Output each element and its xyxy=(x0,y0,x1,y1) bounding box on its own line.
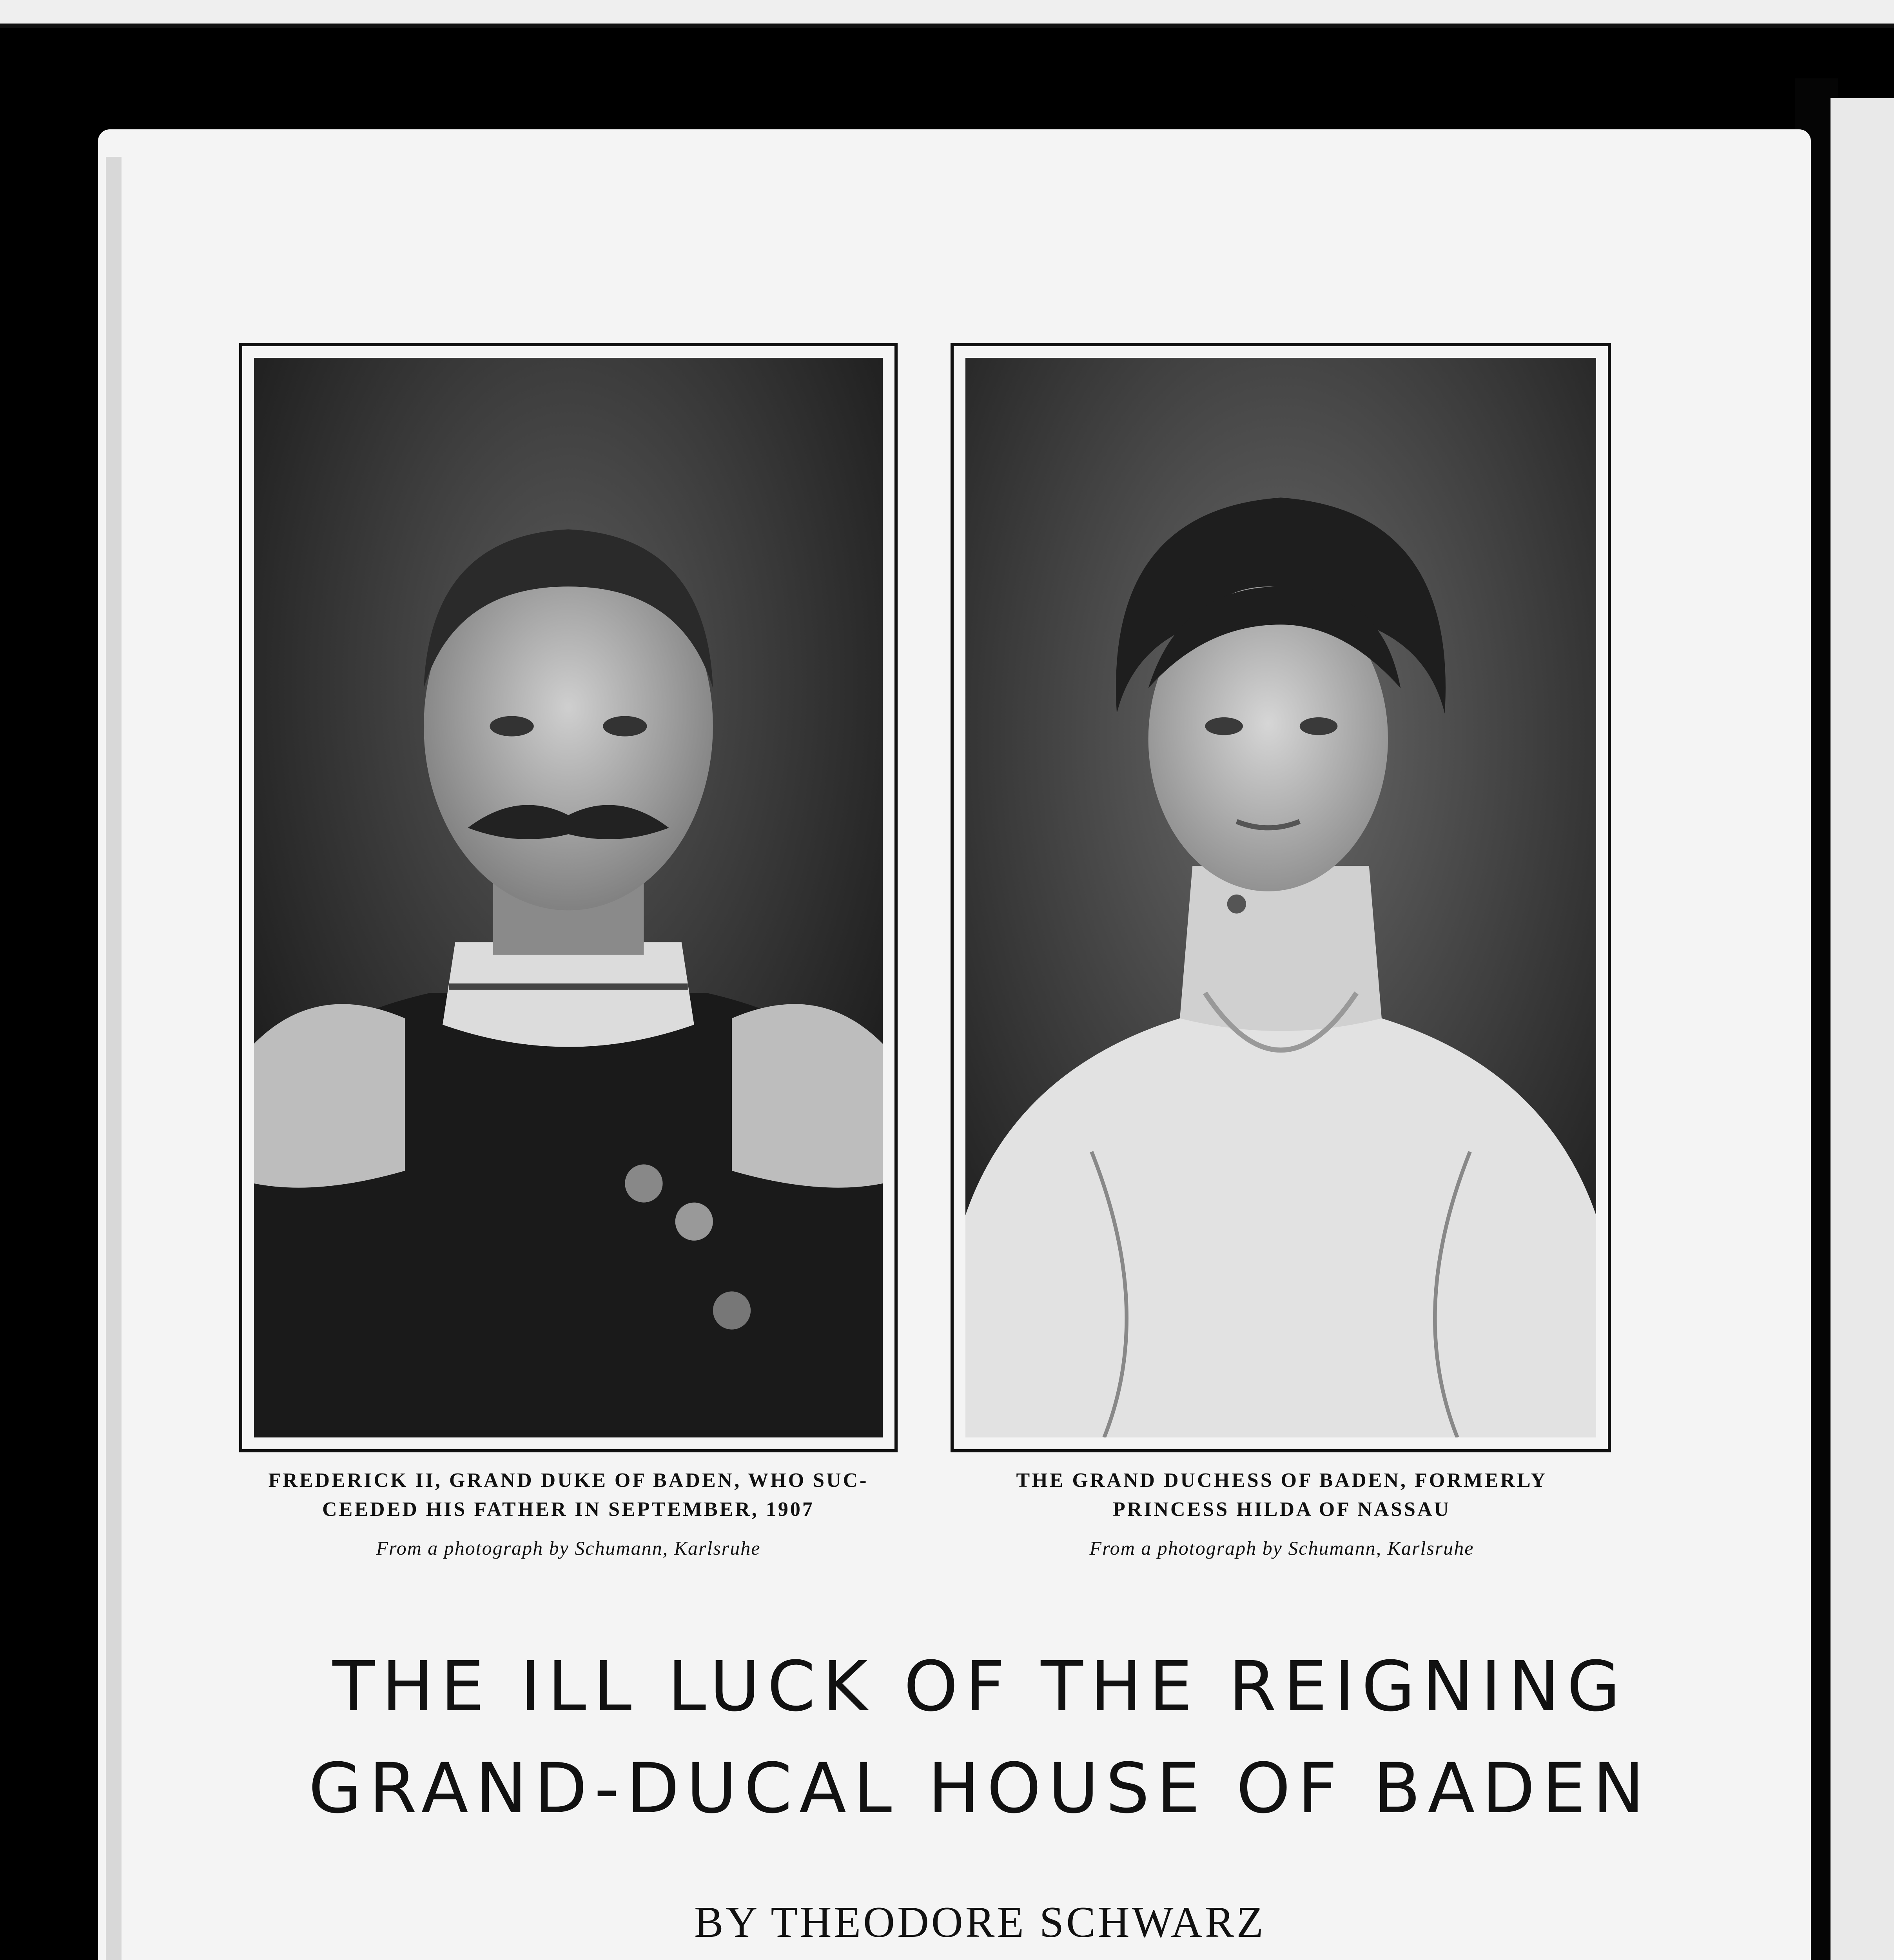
article-title-line2: GRAND-DUCAL HOUSE OF BADEN xyxy=(308,1748,1652,1829)
scan-top-line xyxy=(0,24,1894,28)
portrait-grand-duchess xyxy=(965,358,1596,1437)
caption-grand-duke-line2: CEEDED HIS FATHER IN SEPTEMBER, 1907 xyxy=(322,1498,815,1521)
article-title-line1: THE ILL LUCK OF THE REIGNING xyxy=(332,1646,1627,1727)
caption-grand-duchess-line1: THE GRAND DUCHESS OF BADEN, FORMERLY xyxy=(1016,1469,1547,1492)
caption-grand-duchess-line2: PRINCESS HILDA OF NASSAU xyxy=(1112,1498,1451,1521)
facing-page-edge xyxy=(1831,98,1894,1960)
portrait-grand-duke-image xyxy=(254,358,883,1437)
caption-grand-duke-line1: FREDERICK II, GRAND DUKE OF BADEN, WHO SUC- xyxy=(268,1469,869,1492)
article-byline: BY THEODORE SCHWARZ xyxy=(694,1898,1266,1947)
credit-grand-duchess: From a photograph by Schumann, Karlsruhe xyxy=(1089,1537,1474,1559)
scan-top-strip xyxy=(0,0,1894,24)
portrait-grand-duke xyxy=(254,358,883,1437)
caption-grand-duke xyxy=(220,1466,917,1524)
caption-grand-duchess xyxy=(933,1466,1631,1524)
photo-frame-grand-duke xyxy=(239,343,898,1452)
photo-frame-grand-duchess xyxy=(951,343,1611,1452)
page-edge xyxy=(106,157,122,1960)
scan-left-shadow xyxy=(0,28,98,1960)
portrait-grand-duchess-image xyxy=(965,358,1596,1437)
credit-grand-duke: From a photograph by Schumann, Karlsruhe xyxy=(376,1537,761,1559)
